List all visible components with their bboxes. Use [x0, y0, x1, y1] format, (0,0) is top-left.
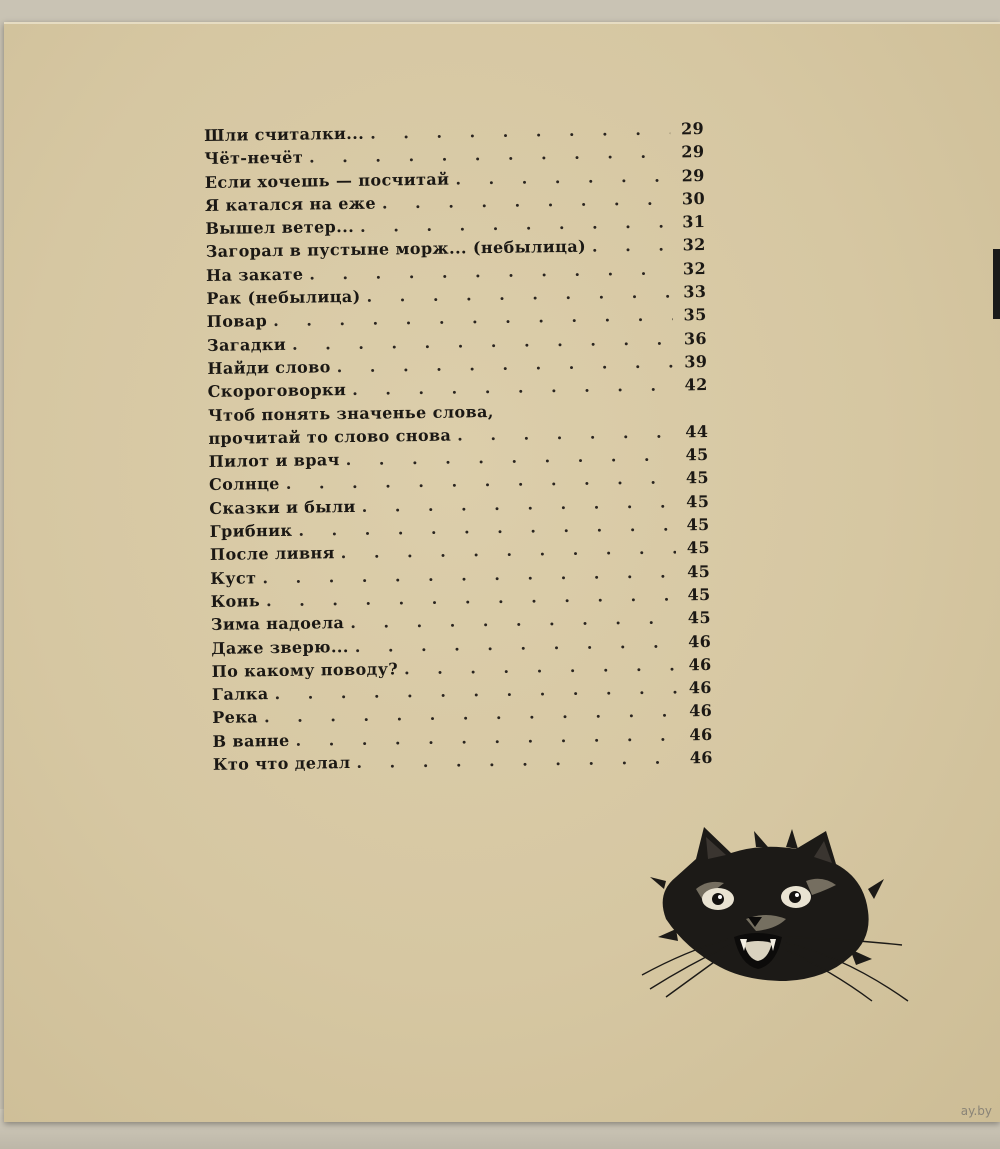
toc-title: По какому поводу?: [211, 659, 399, 681]
toc-page-number: 30: [681, 188, 706, 209]
toc-title-line2: прочитай то слово снова: [208, 425, 452, 448]
toc-title: Грибник: [209, 520, 293, 542]
toc-page-number: 31: [682, 212, 706, 232]
leader-dots: [355, 632, 678, 656]
toc-title: Солнце: [208, 474, 280, 495]
toc-page-number: 46: [688, 654, 712, 675]
toc-page-number: 32: [682, 235, 706, 255]
leader-dots: [352, 376, 674, 399]
leader-dots: [592, 236, 672, 256]
toc-title: Сказки и были: [209, 496, 356, 518]
toc-page-number: 46: [689, 701, 713, 721]
toc-page-number: 46: [688, 631, 712, 651]
toc-page-number: 45: [685, 468, 710, 488]
leader-dots: [366, 283, 672, 306]
toc-page-number: 46: [688, 678, 713, 698]
toc-title: Шли считалки...: [204, 123, 365, 145]
toc-title: Пилот и врач: [208, 450, 340, 472]
leader-dots: [360, 213, 672, 236]
table-of-contents: [204, 119, 713, 778]
toc-title: Повар: [206, 311, 268, 332]
toc-page-number: 33: [683, 282, 707, 302]
leader-dots: [455, 166, 671, 188]
toc-title: В ванне: [212, 730, 290, 751]
toc-title: После ливня: [209, 543, 335, 565]
spine-edge: [993, 249, 1000, 319]
toc-page-number: 45: [686, 515, 710, 535]
toc-title: Загадки: [206, 334, 287, 355]
leader-dots: [370, 119, 670, 142]
toc-title: Галка: [211, 684, 269, 705]
toc-title: Чтоб понять значенье слова,: [207, 401, 494, 425]
leader-dots: [362, 492, 676, 515]
toc-title: Я катался на еже: [204, 193, 377, 215]
leader-dots: [298, 516, 676, 540]
cat-illustration: [636, 819, 916, 1019]
toc-page-number: 45: [687, 561, 711, 581]
toc-title: Кто что делал: [212, 753, 351, 774]
toc-title: Зима надоела: [210, 613, 345, 635]
toc-page-number: 46: [689, 747, 713, 768]
toc-title: Вышел ветер...: [205, 217, 355, 239]
book-page: [4, 22, 1000, 1122]
toc-page-number: 45: [687, 608, 712, 628]
toc-page-number: 42: [684, 375, 708, 395]
leader-dots: [356, 748, 679, 772]
watermark: ay.by: [960, 1104, 992, 1118]
toc-page-number: 29: [680, 119, 705, 139]
toc-title: Даже зверю...: [211, 636, 349, 658]
toc-page-number: 45: [686, 538, 711, 558]
leader-dots: [457, 422, 674, 444]
toc-title: Куст: [210, 567, 257, 588]
toc-page-number: 45: [685, 445, 709, 465]
toc-title: Найди слово: [207, 357, 331, 378]
toc-page-number: 44: [685, 421, 709, 442]
leader-dots: [341, 539, 676, 563]
toc-title: Скороговорки: [207, 380, 347, 402]
toc-title: Река: [212, 707, 259, 728]
toc-page-number: 46: [689, 724, 713, 744]
toc-page-number: 29: [681, 165, 705, 185]
toc-page-number: 32: [682, 258, 707, 279]
leader-dots: [292, 329, 673, 353]
leader-dots: [309, 143, 671, 167]
toc-page-number: 36: [683, 328, 708, 348]
toc-title: На закате: [205, 264, 304, 285]
toc-title: Конь: [210, 591, 261, 611]
leader-dots: [309, 259, 672, 283]
toc-page-number: 39: [684, 351, 708, 372]
toc-page-number: 35: [683, 305, 707, 325]
toc-page-number: 45: [686, 491, 710, 512]
leader-dots: [295, 725, 678, 749]
leader-dots: [346, 446, 675, 470]
toc-title: Загорал в пустыне морж... (небылица): [205, 237, 587, 262]
leader-dots: [337, 352, 674, 376]
toc-title: Рак (небылица): [206, 286, 361, 309]
toc-title: Чёт-нечёт: [204, 147, 304, 169]
toc-title: Если хочешь — посчитай: [204, 169, 450, 192]
toc-page-number: 29: [681, 142, 705, 162]
leader-dots: [382, 189, 671, 212]
leader-dots: [286, 469, 675, 493]
toc-page-number: 45: [687, 584, 711, 605]
leader-dots: [404, 655, 678, 678]
leader-dots: [350, 609, 677, 633]
